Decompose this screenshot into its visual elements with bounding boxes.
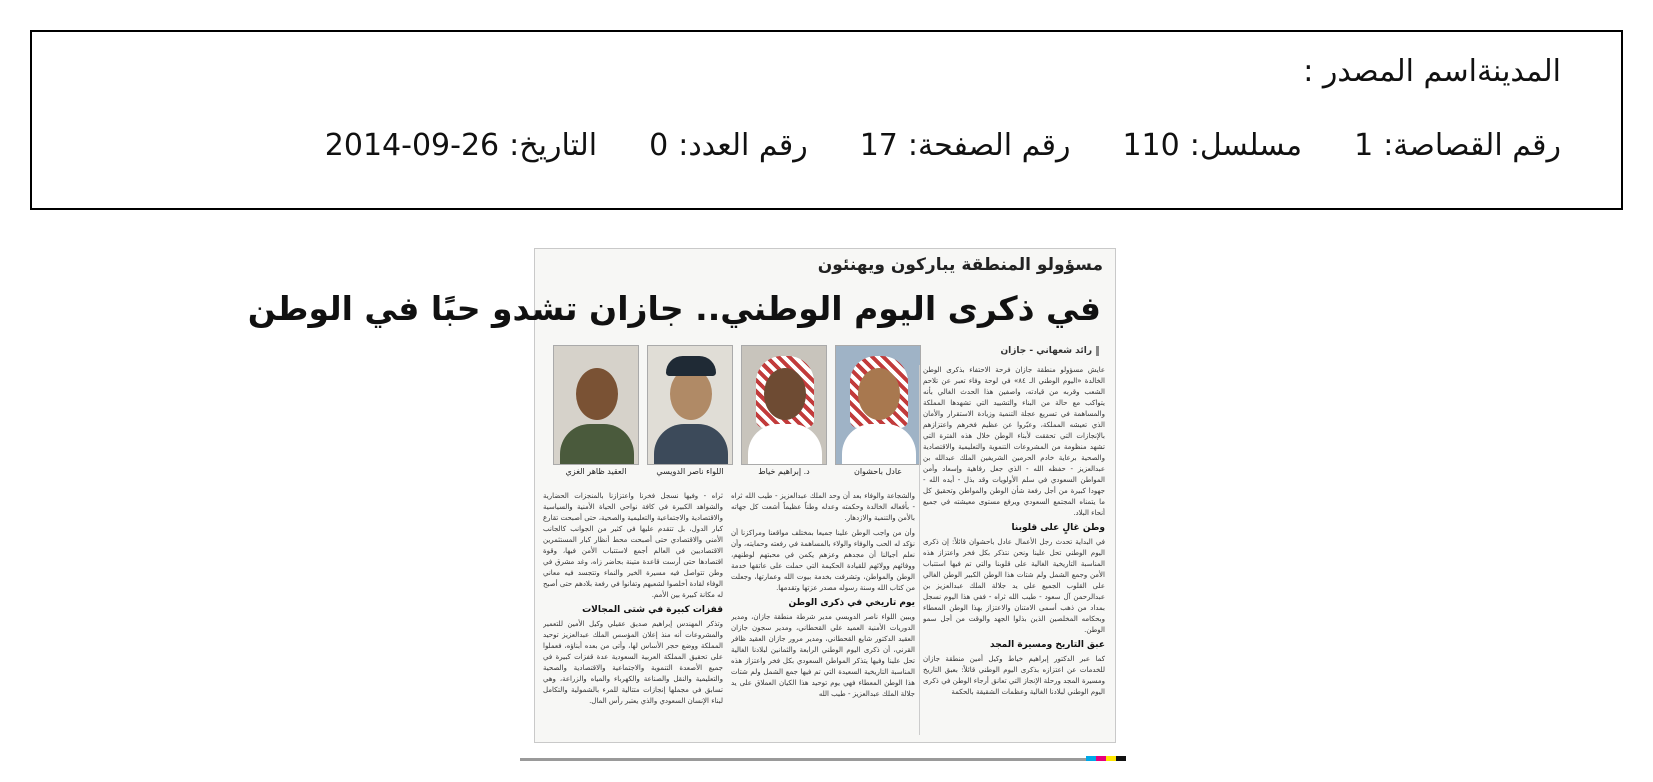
source-value: المدينة <box>1476 54 1561 89</box>
page-field <box>860 128 1071 163</box>
photo-caption: اللواء ناصر الدويسي <box>656 467 724 476</box>
subhead: قفزات كبيرة في شتى المجالات <box>582 605 723 615</box>
newspaper-clipping <box>247 248 1116 743</box>
serial-label: مسلسل: <box>1189 128 1303 163</box>
issue-field <box>649 128 808 163</box>
paragraph: ويبين اللواء ناصر الدويسي مدير شرطة منطقة جازان، ومدير الدوريات الأمنية العميد علي القحطاني، ومدير سجون جازان العقيد الدكتور شايع القحطاني، ومدير مرور جازان العقيد ظافر القرني، أن ذكرى اليوم الوطني الرابعة والثمانين لبلادنا الغالية تحل علينا وفيها يتذكر المواطن السعودي بكل فخر واعتزاز هذه المناسبة التاريخية السعيدة التي تم فيها جمع الشمل ولم شتات هذا الوطن المعطاء فهي يوم توحيد هذا الكيان العملاق على يد جلالة الملك عبدالعزيز - طيب الله <box>731 613 915 698</box>
print-color-bar <box>1116 756 1126 761</box>
subhead: يوم تاريخي في ذكرى الوطن <box>788 598 915 608</box>
photo-nasser-aldowaisi <box>647 345 733 465</box>
paragraph: وتذكر المهندس إبراهيم صديق عقيلي وكيل الأمين للتعمير والمشروعات أنه منذ إعلان المؤسس الملك عبدالعزيز توحيد المملكة ووضع حجر الأساس لها، وأتى من بعده أبناؤه، فعملوا على تحقيق المملكة العربية السعودية عدة قفزات كبيرة في جميع الأصعدة التنموية والاجتماعية والاقتصادية والصحية والتعليمية والنقل والصناعة والكهرباء والمياه والزراعة، وهي تسابق في مجملها إنجازات متتالية للمرء بالشمولية والتكامل لبناء الإنسان السعودي والذي يعتبر رأس المال. <box>543 620 723 705</box>
source-label: اسم المصدر : <box>1303 54 1477 89</box>
column-divider <box>919 365 920 735</box>
details-row <box>273 128 1561 163</box>
serial-value: 110 <box>1122 128 1180 163</box>
print-color-bar <box>1096 756 1106 761</box>
clip-bottom-rule <box>520 758 1120 761</box>
page-label: رقم الصفحة: <box>907 128 1071 163</box>
photo-strip <box>545 345 923 485</box>
article-column-middle <box>731 491 915 735</box>
article-column-left <box>543 491 723 735</box>
article-kicker: مسؤولو المنطقة يباركون ويهنئون <box>817 255 1103 275</box>
paragraph: عايش مسؤولو منطقة جازان فرحة الاحتفاء بذكرى الوطن الخالدة «اليوم الوطني الـ ٨٤» في لوحة وفاء تعبر عن تلاحم الشعب وقربه من قيادته، واصفين هذا الحدث الغالي بأنه يتواكب مع حالة من البناء والتشييد التي تشهدها المملكة والمساهمة في تسريع عجلة التنمية وزيادة الاستقرار والأمان الذي تعيشه المملكة، وعبّروا عن عظيم فخرهم واعتزازهم بالإنجازات التي تحققت لأبناء الوطن خلال هذه الفترة التي تشهد منظومة من المشروعات التنموية والتعليمية والاقتصادية والصحية برعاية خادم الحرمين الشريفين الملك عبدالله بن عبدالعزيز - حفظه الله - الذي جعل رفاهية وإسعاد وأمن المواطن السعودي في سلم الأولويات وقد بذل - أيده الله - جهودا كبيرة من أجل رفعة شأن الوطن والمواطن وتحقيق كل ما يتمناه المجتمع السعودي ويرفع مستوى معيشته في جميع أنحاء البلاد. <box>923 366 1105 517</box>
paragraph: كما عبر الدكتور إبراهيم خياط وكيل أمين منطقة جازان للخدمات عن اعتزازه بذكرى اليوم الوطني قائلاً: بعبق التاريخ ومسيرة المجد ورحلة الإنجاز التي تعانق أرجاء الوطن في ذكرى اليوم الوطني لبلادنا الغالية وعظمات الشقيقة بالحكمة <box>923 655 1105 696</box>
issue-label: رقم العدد: <box>678 128 808 163</box>
photo-caption: د. إبراهيم خياط <box>758 467 810 476</box>
issue-value: 0 <box>649 128 669 163</box>
metadata-box <box>30 30 1623 210</box>
date-value: 2014-09-26 <box>324 128 500 163</box>
print-color-bar <box>1086 756 1096 761</box>
source-row <box>1153 54 1561 89</box>
print-color-bar <box>1106 756 1116 761</box>
photo-ibrahim-khayat <box>741 345 827 465</box>
paragraph: وأن من واجب الوطن علينا جميعا بمختلف مواقعنا ومراكزنا أن نؤكد له الحب والوفاء والولاء بالمساهمة في رفعته وحمايته، وأن نعلم أجيالنا أن مجدهم وعزهم يكمن في محبتهم لوطنهم، ووفائهم وولائهم للقيادة الحكيمة التي حملت على عاتقها خدمة الوطن والمواطن، وتشرفت بخدمة بيوت الله وعمارتها، وجعلت من كتاب الله وسنة رسوله مصدر عزتها وتقدمها. <box>731 529 915 592</box>
clip-field <box>1354 128 1561 163</box>
photo-thaher-alghazi <box>553 345 639 465</box>
article-headline: في ذكرى اليوم الوطني.. جازان تشدو حبًا في الوطن <box>247 289 1101 328</box>
date-label: التاريخ: <box>509 128 598 163</box>
photo-caption: عادل باحشوان <box>853 467 903 476</box>
page-value: 17 <box>859 128 898 163</box>
clip-value: 1 <box>1354 128 1374 163</box>
subhead: عبق التاريخ ومسيرة المجد <box>990 640 1105 650</box>
article-byline: رائد شعهاني - جازان <box>1000 346 1099 356</box>
photo-caption: العقيد ظاهر الغزي <box>565 467 627 476</box>
paragraph: في البداية تحدث رجل الأعمال عادل باحشوان قائلاً: إن ذكرى اليوم الوطني تحل علينا ونحن نتذكر بكل فخر واعتزاز هذه المناسبة التاريخية الغالية على قلوبنا والتي تم فيها استتباب الأمن وجمع الشمل ولم شتات هذا الوطن الكبير الوطن الغالي على القلوب الجميع على يد جلالة الملك عبدالعزيز بن عبدالرحمن آل سعود - طيب الله ثراه - ففي هذا اليوم نسجل بمداد من ذهب أسمى الامتنان والاعتزاز بهذا الوطن المعطاء وبحكامه المخلصين الذين بذلوا الجهد والوقت من أجل سمو الوطن. <box>923 538 1105 634</box>
serial-field <box>1122 128 1302 163</box>
photo-adel-bahashwan <box>835 345 921 465</box>
date-field <box>325 128 597 163</box>
paragraph: ثراه - وفيها نسجل فخرنا واعتزازنا بالمنجزات الحضارية والشواهد الكبيرة في كافة نواحي الحياة الأمنية والسياسية والاقتصادية والاجتماعية والتعليمية والصحية، حتى أصبحت تقارع كبار الدول، بل تتقدم عليها في كثير من الجوانب كالجانب الأمني والاقتصادي حتى أصبحت محط أنظار كبار المستثمرين الاقتصاديين في العالم أجمع لاستتباب الأمن فيها، وقوة اقتصادها حتى أرست قاعدة متينة بحاضر زاه، وغد مشرق في وطن تتواصل فيه مسيرة الخير والنماء وتتجسد فيه معاني الوفاء لقادة أخلصوا لشعبهم وتفانوا في رفعة بلادهم حتى أصبح له مكانة كبيرة بين الأمم. <box>543 492 723 599</box>
clip-label: رقم القصاصة: <box>1383 128 1561 163</box>
subhead: وطن غالٍ على قلوبنا <box>1011 523 1105 533</box>
paragraph: والشجاعة والوفاء بعد أن وحد الملك عبدالعزيز - طيب الله ثراه - بأفعاله الخالدة وحكمته وعدله وطناً عظيماً أشعت كل جهاته بالأمن والتنمية والازدهار. <box>731 492 915 522</box>
article-column-right <box>923 365 1105 735</box>
